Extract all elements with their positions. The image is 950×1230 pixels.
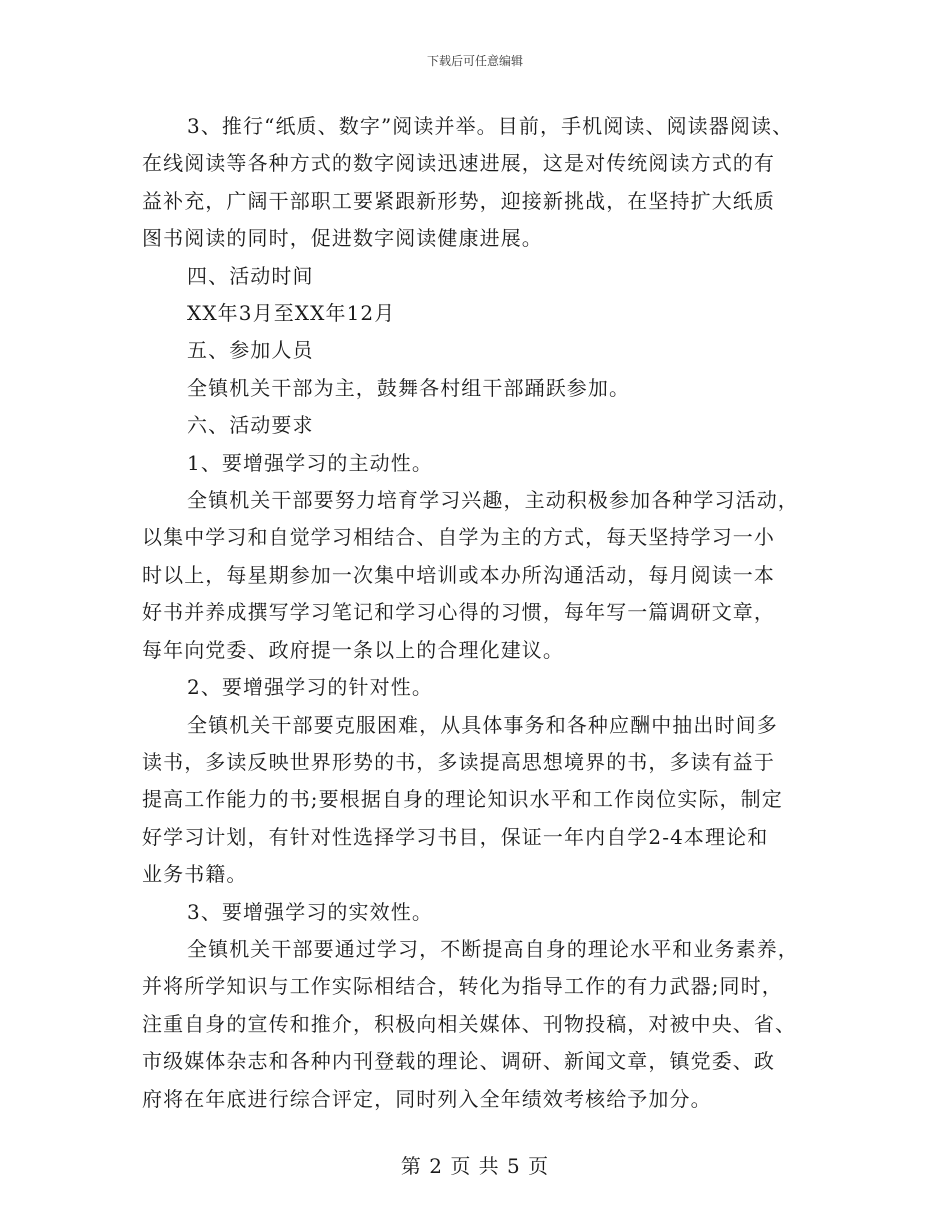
document-body [142,108,832,1118]
body-line: 益补充，广阔干部职工要紧跟新形势，迎接新挑战，在坚持扩大纸质 [142,188,775,213]
body-line: 市级媒体杂志和各种内刊登载的理论、调研、新闻文章，镇党委、政 [142,1049,775,1074]
body-line: 好学习计划，有针对性选择学习书目，保证一年内自学2-4本理论和 [142,824,769,849]
body-line: 在线阅读等各种方式的数字阅读迅速进展，这是对传统阅读方式的有 [142,151,775,176]
subsection-heading: 2、要增强学习的针对性。 [187,675,433,700]
body-line: 读书，多读反映世界形势的书，多读提高思想境界的书，多读有益于 [142,749,775,774]
section-heading: 四、活动时间 [187,263,314,288]
body-line: 以集中学习和自觉学习相结合、自学为主的方式，每天坚持学习一小 [142,525,775,550]
body-line: 全镇机关干部要努力培育学习兴趣，主动积极参加各种学习活动， [187,488,799,513]
body-line: 图书阅读的同时，促进数字阅读健康进展。 [142,226,543,251]
section-heading: 五、参加人员 [187,338,314,363]
body-line: 提高工作能力的书;要根据自身的理论知识水平和工作岗位实际，制定 [142,787,783,812]
section-heading: 六、活动要求 [187,413,314,438]
body-line: 好书并养成撰写学习笔记和学习心得的习惯，每年写一篇调研文章， [142,600,775,625]
body-line: 每年向党委、政府提一条以上的合理化建议。 [142,637,564,662]
page-header: 下载后可任意编辑 [426,54,523,68]
body-line: XX年3月至XX年12月 [187,301,396,326]
body-line: 全镇机关干部为主，鼓舞各村组干部踊跃参加。 [187,375,631,400]
subsection-heading: 3、要增强学习的实效性。 [187,899,433,924]
body-line: 3、推行“纸质、数字”阅读并举。目前，手机阅读、阅读器阅读、 [187,114,794,138]
page-number: 第 2 页 共 5 页 [400,1154,550,1178]
body-line: 时以上，每星期参加一次集中培训或本办所沟通活动，每月阅读一本 [142,562,775,587]
body-line: 注重自身的宣传和推介，积极向相关媒体、刊物投稿，对被中央、省、 [142,1011,797,1036]
subsection-heading: 1、要增强学习的主动性。 [187,450,433,475]
body-line: 府将在年底进行综合评定，同时列入全年绩效考核给予加分。 [142,1086,712,1111]
body-line: 并将所学知识与工作实际相结合，转化为指导工作的有力武器;同时， [142,974,783,999]
body-line: 全镇机关干部要通过学习，不断提高自身的理论水平和业务素养， [187,936,799,961]
body-line: 业务书籍。 [142,862,248,887]
body-line: 全镇机关干部要克服困难，从具体事务和各种应酬中抽出时间多 [187,712,778,737]
